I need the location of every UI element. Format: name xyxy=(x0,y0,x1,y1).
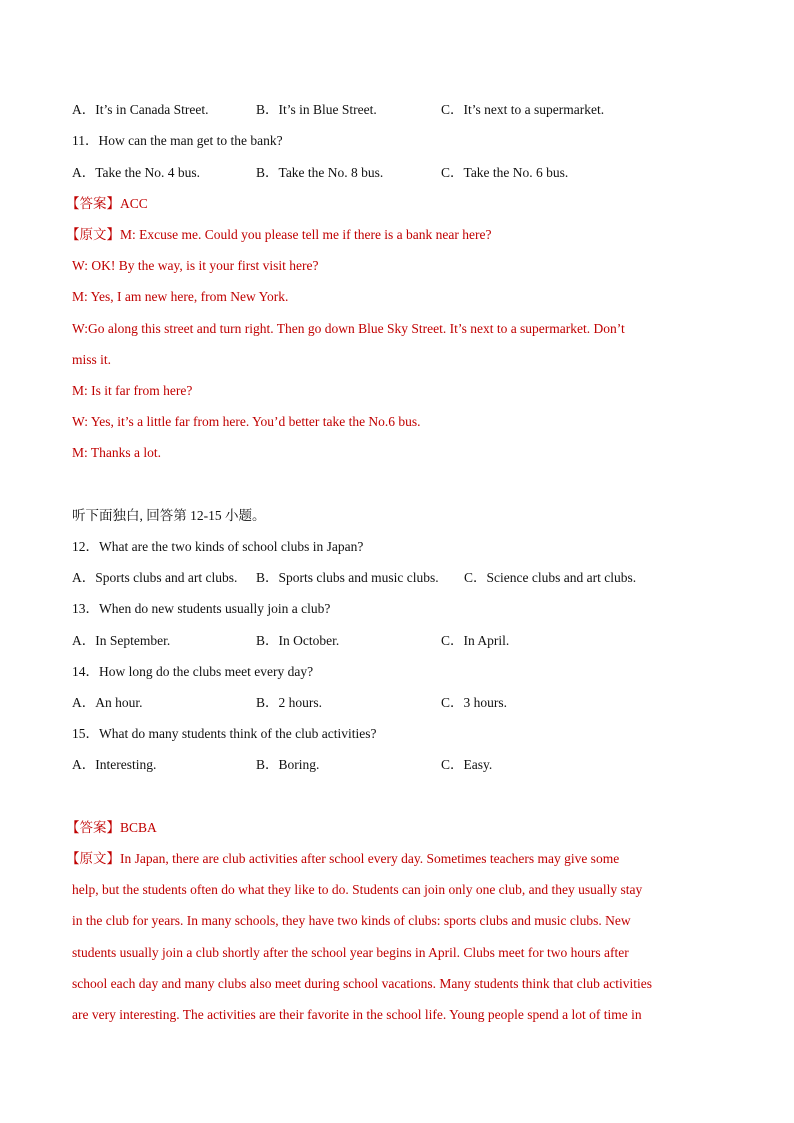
option-letter: C． xyxy=(441,102,464,117)
option-letter: C． xyxy=(441,633,464,648)
q11-option-a xyxy=(72,164,200,182)
option-letter: B． xyxy=(256,757,279,772)
q12-question: 12．What are the two kinds of school clubs in Japan? xyxy=(72,539,364,554)
option-letter: B． xyxy=(256,102,279,117)
option-text: Boring. xyxy=(278,757,320,772)
q11-option-b xyxy=(256,164,383,182)
q12-option-b xyxy=(256,569,439,587)
q12-option-c xyxy=(464,569,636,587)
transcript-line: M: Thanks a lot. xyxy=(72,445,161,460)
q15-question: 15．What do many students think of the club activities? xyxy=(72,726,377,741)
option-letter: B． xyxy=(256,165,279,180)
transcript-line: W:Go along this street and turn right. Then go down Blue Sky Street. It’s next to a supermarket. Don’t xyxy=(72,321,625,336)
transcript-line: 【原文】In Japan, there are club activities after school every day. Sometimes teachers may give some xyxy=(66,851,620,866)
option-text: 3 hours. xyxy=(463,695,508,710)
transcript-line: miss it. xyxy=(72,352,112,367)
option-letter: C． xyxy=(441,165,464,180)
option-letter: B． xyxy=(256,695,279,710)
option-letter: A． xyxy=(72,633,96,648)
option-letter: A． xyxy=(72,165,96,180)
q13-question: 13．When do new students usually join a club? xyxy=(72,601,331,616)
option-text: In April. xyxy=(463,633,510,648)
option-text: It’s in Blue Street. xyxy=(278,102,377,117)
transcript-line: help, but the students often do what they like to do. Students can join only one club, and they usually stay xyxy=(72,882,643,897)
section-instruction: 听下面独白, 回答第 12-15 小题。 xyxy=(72,508,266,523)
option-letter: A． xyxy=(72,102,96,117)
option-text: Take the No. 8 bus. xyxy=(278,165,384,180)
option-letter: C． xyxy=(441,695,464,710)
answer-2 xyxy=(66,819,157,837)
transcript-line: 【原文】M: Excuse me. Could you please tell me if there is a bank near here? xyxy=(66,227,492,242)
q10-option-b xyxy=(256,101,377,119)
answer-1 xyxy=(66,195,148,213)
q11-question: 11．How can the man get to the bank? xyxy=(72,133,283,148)
transcript-line: in the club for years. In many schools, they have two kinds of clubs: sports clubs and music clubs. New xyxy=(72,913,631,928)
option-text: Interesting. xyxy=(95,757,157,772)
q15-option-c xyxy=(441,756,492,774)
option-letter: B． xyxy=(256,570,279,585)
transcript-line: M: Yes, I am new here, from New York. xyxy=(72,289,289,304)
option-text: Science clubs and art clubs. xyxy=(486,570,637,585)
option-letter: A． xyxy=(72,695,96,710)
q15-option-b xyxy=(256,756,319,774)
option-text: Take the No. 4 bus. xyxy=(95,165,201,180)
answer-tag: 【答案】 xyxy=(66,820,120,835)
transcript-line: M: Is it far from here? xyxy=(72,383,193,398)
q15-option-a xyxy=(72,756,156,774)
q12-option-a xyxy=(72,569,237,587)
q14-option-c xyxy=(441,694,507,712)
option-text: It’s in Canada Street. xyxy=(95,102,209,117)
option-text: Sports clubs and music clubs. xyxy=(278,570,439,585)
q13-option-c xyxy=(441,632,509,650)
q13-option-b xyxy=(256,632,339,650)
answer-value: ACC xyxy=(120,196,148,211)
answer-value: BCBA xyxy=(120,820,157,835)
option-letter: B． xyxy=(256,633,279,648)
q10-option-c xyxy=(441,101,604,119)
transcript-line: students usually join a club shortly after the school year begins in April. Clubs meet for two hours after xyxy=(72,945,629,960)
option-text: In October. xyxy=(278,633,340,648)
option-letter: C． xyxy=(441,757,464,772)
option-letter: C． xyxy=(464,570,487,585)
transcript-line: W: Yes, it’s a little far from here. You’d better take the No.6 bus. xyxy=(72,414,421,429)
transcript-tag: 【原文】 xyxy=(66,851,120,866)
option-text: Take the No. 6 bus. xyxy=(463,165,569,180)
option-text: Sports clubs and art clubs. xyxy=(95,570,238,585)
transcript-line: school each day and many clubs also meet during school vacations. Many students think that club activities xyxy=(72,976,652,991)
option-text: 2 hours. xyxy=(278,695,323,710)
q11-option-c xyxy=(441,164,568,182)
option-letter: A． xyxy=(72,757,96,772)
answer-tag: 【答案】 xyxy=(66,196,120,211)
q10-option-a xyxy=(72,101,208,119)
transcript-tag: 【原文】 xyxy=(66,227,120,242)
q14-option-a xyxy=(72,694,143,712)
transcript-line: are very interesting. The activities are their favorite in the school life. Young people spend a lot of time in xyxy=(72,1007,642,1022)
option-text: It’s next to a supermarket. xyxy=(463,102,605,117)
option-text: In September. xyxy=(95,633,171,648)
transcript-line: W: OK! By the way, is it your first visit here? xyxy=(72,258,319,273)
q13-option-a xyxy=(72,632,170,650)
q14-option-b xyxy=(256,694,322,712)
option-text: An hour. xyxy=(95,695,143,710)
option-text: Easy. xyxy=(463,757,493,772)
option-letter: A． xyxy=(72,570,96,585)
q14-question: 14．How long do the clubs meet every day? xyxy=(72,664,314,679)
